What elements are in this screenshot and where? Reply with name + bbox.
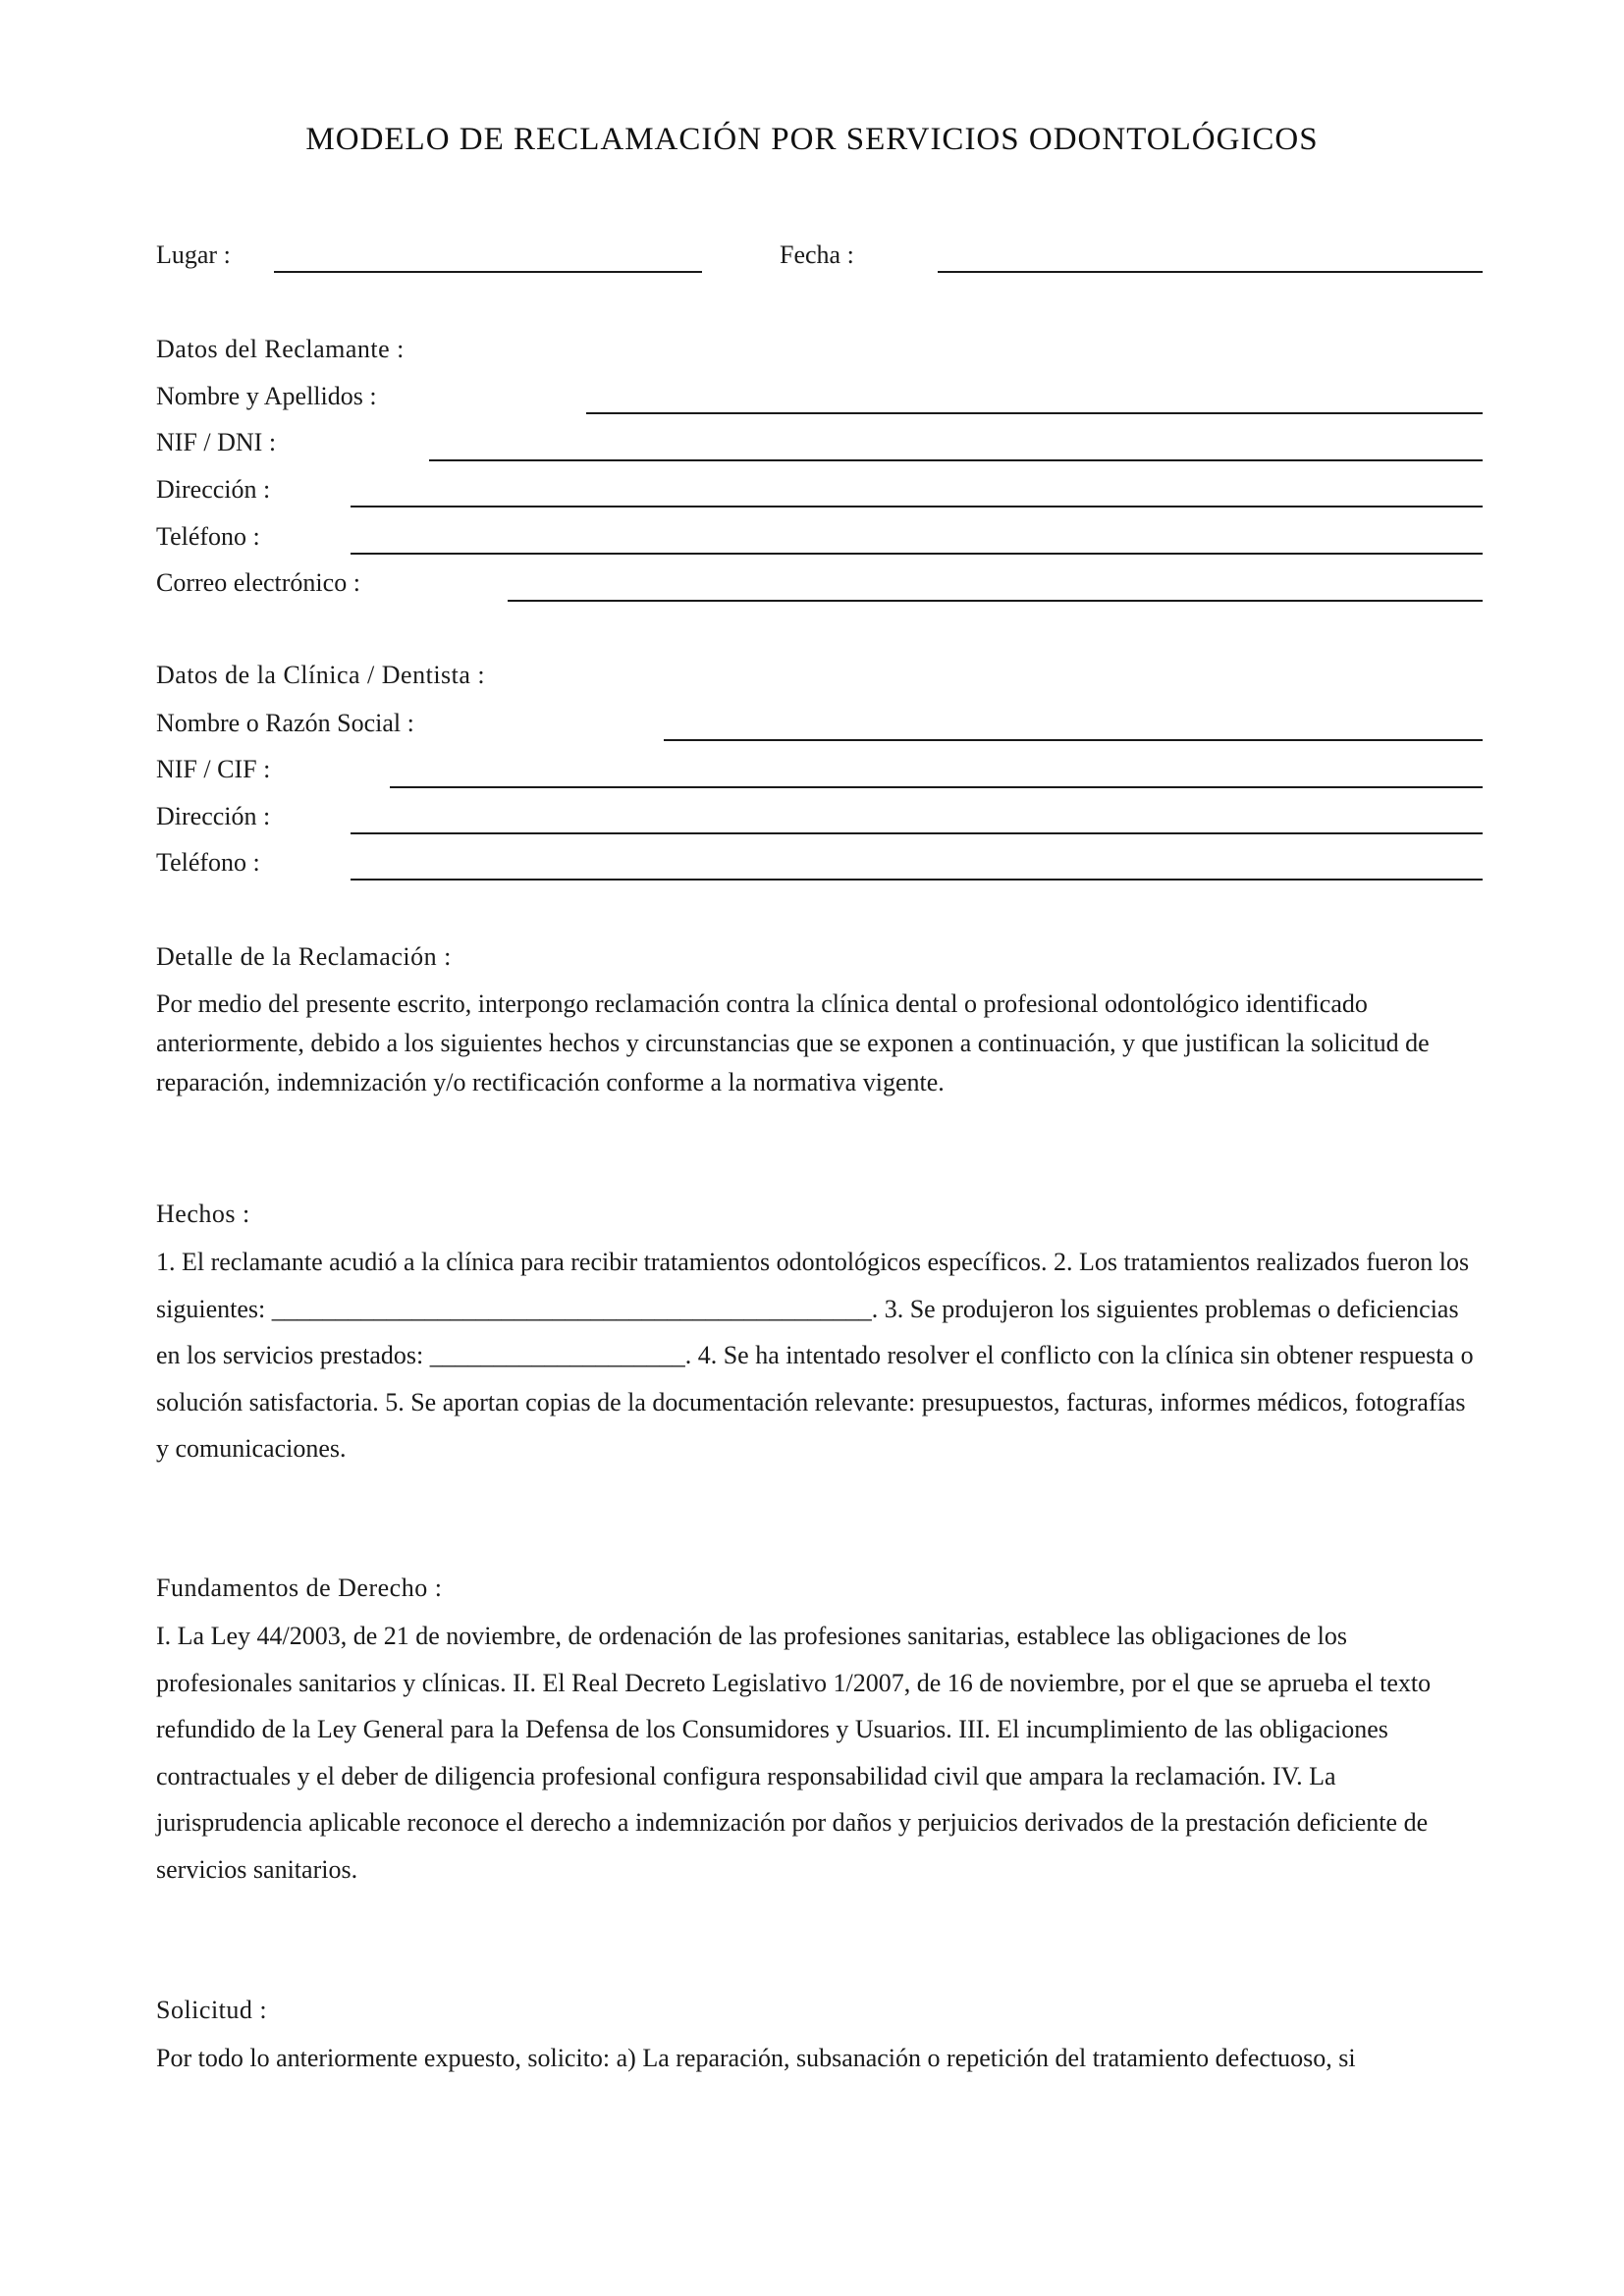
detail-paragraph: Por medio del presente escrito, interpongo reclamación contra la clínica dental o profesional odontológico identificado anteriormente, debido a los siguientes hechos y circunstancias que se exponen a continuación, y que justifican la solicitud de reparación, indemnización y/o rectificación conforme a la normativa vigente. bbox=[156, 989, 1430, 1096]
request-paragraph: Por todo lo anteriormente expuesto, solicito: a) La reparación, subsanación o repetición del tratamiento defectuoso, si bbox=[156, 2044, 1356, 2072]
claimant-phone-field-line[interactable] bbox=[351, 553, 1483, 555]
legal-paragraph: I. La Ley 44/2003, de 21 de noviembre, de ordenación de las profesiones sanitarias, establece las obligaciones de los profesionales sanitarios y clínicas. II. El Real Decreto Legislativo 1/2007, de 16 de noviembre, por el que se aprueba el texto refundido de la Ley General para la Defensa de los Consumidores y Usuarios. III. El incumplimiento de las obligaciones contractuales y el deber de diligencia profesional configura responsabilidad civil que ampara la reclamación. IV. La jurisprudencia aplicable reconoce el derecho a indemnización por daños y perjuicios derivados de la prestación deficiente de servicios sanitarios. bbox=[156, 1622, 1432, 1884]
facts-paragraph: 1. El reclamante acudió a la clínica para recibir tratamientos odontológicos específicos. 2. Los tratamientos realizados fueron los siguientes: _______________________________________________. 3. Se produjeron los siguientes problemas o deficiencias en los servicios prestados: ____________________. 4. Se ha intentado resolver el conflicto con la clínica sin obtener respuesta o solución satisfactoria. 5. Se aportan copias de la documentación relevante: presupuestos, facturas, informes médicos, fotografías y comunicaciones. bbox=[156, 1248, 1474, 1463]
clinic-name-label: Nombre o Razón Social : bbox=[156, 709, 414, 737]
detail-heading: Detalle de la Reclamación : bbox=[156, 942, 452, 971]
place-label: Lugar : bbox=[156, 240, 231, 269]
facts-heading: Hechos : bbox=[156, 1200, 250, 1228]
claimant-name-field-line[interactable] bbox=[586, 412, 1483, 414]
document-title: MODELO DE RECLAMACIÓN POR SERVICIOS ODONTOLÓGICOS bbox=[305, 122, 1319, 157]
clinic-phone-label: Teléfono : bbox=[156, 848, 260, 877]
clinic-heading: Datos de la Clínica / Dentista : bbox=[156, 661, 486, 689]
legal-heading: Fundamentos de Derecho : bbox=[156, 1574, 443, 1602]
claimant-address-field-line[interactable] bbox=[351, 506, 1483, 507]
clinic-phone-field-line[interactable] bbox=[351, 879, 1483, 881]
clinic-cif-label: NIF / CIF : bbox=[156, 755, 271, 783]
claimant-email-label: Correo electrónico : bbox=[156, 568, 360, 597]
clinic-cif-field-line[interactable] bbox=[390, 786, 1483, 788]
place-field-line[interactable] bbox=[274, 271, 702, 273]
clinic-address-label: Dirección : bbox=[156, 802, 271, 830]
claimant-phone-label: Teléfono : bbox=[156, 522, 260, 551]
claimant-nif-label: NIF / DNI : bbox=[156, 428, 277, 456]
clinic-address-field-line[interactable] bbox=[351, 832, 1483, 834]
claimant-email-field-line[interactable] bbox=[508, 600, 1483, 602]
clinic-name-field-line[interactable] bbox=[664, 739, 1483, 741]
date-label: Fecha : bbox=[780, 240, 854, 269]
date-field-line[interactable] bbox=[938, 271, 1483, 273]
claimant-nif-field-line[interactable] bbox=[429, 459, 1483, 461]
claimant-heading: Datos del Reclamante : bbox=[156, 335, 405, 363]
claimant-address-label: Dirección : bbox=[156, 475, 271, 504]
claimant-name-label: Nombre y Apellidos : bbox=[156, 382, 377, 410]
request-heading: Solicitud : bbox=[156, 1996, 268, 2024]
